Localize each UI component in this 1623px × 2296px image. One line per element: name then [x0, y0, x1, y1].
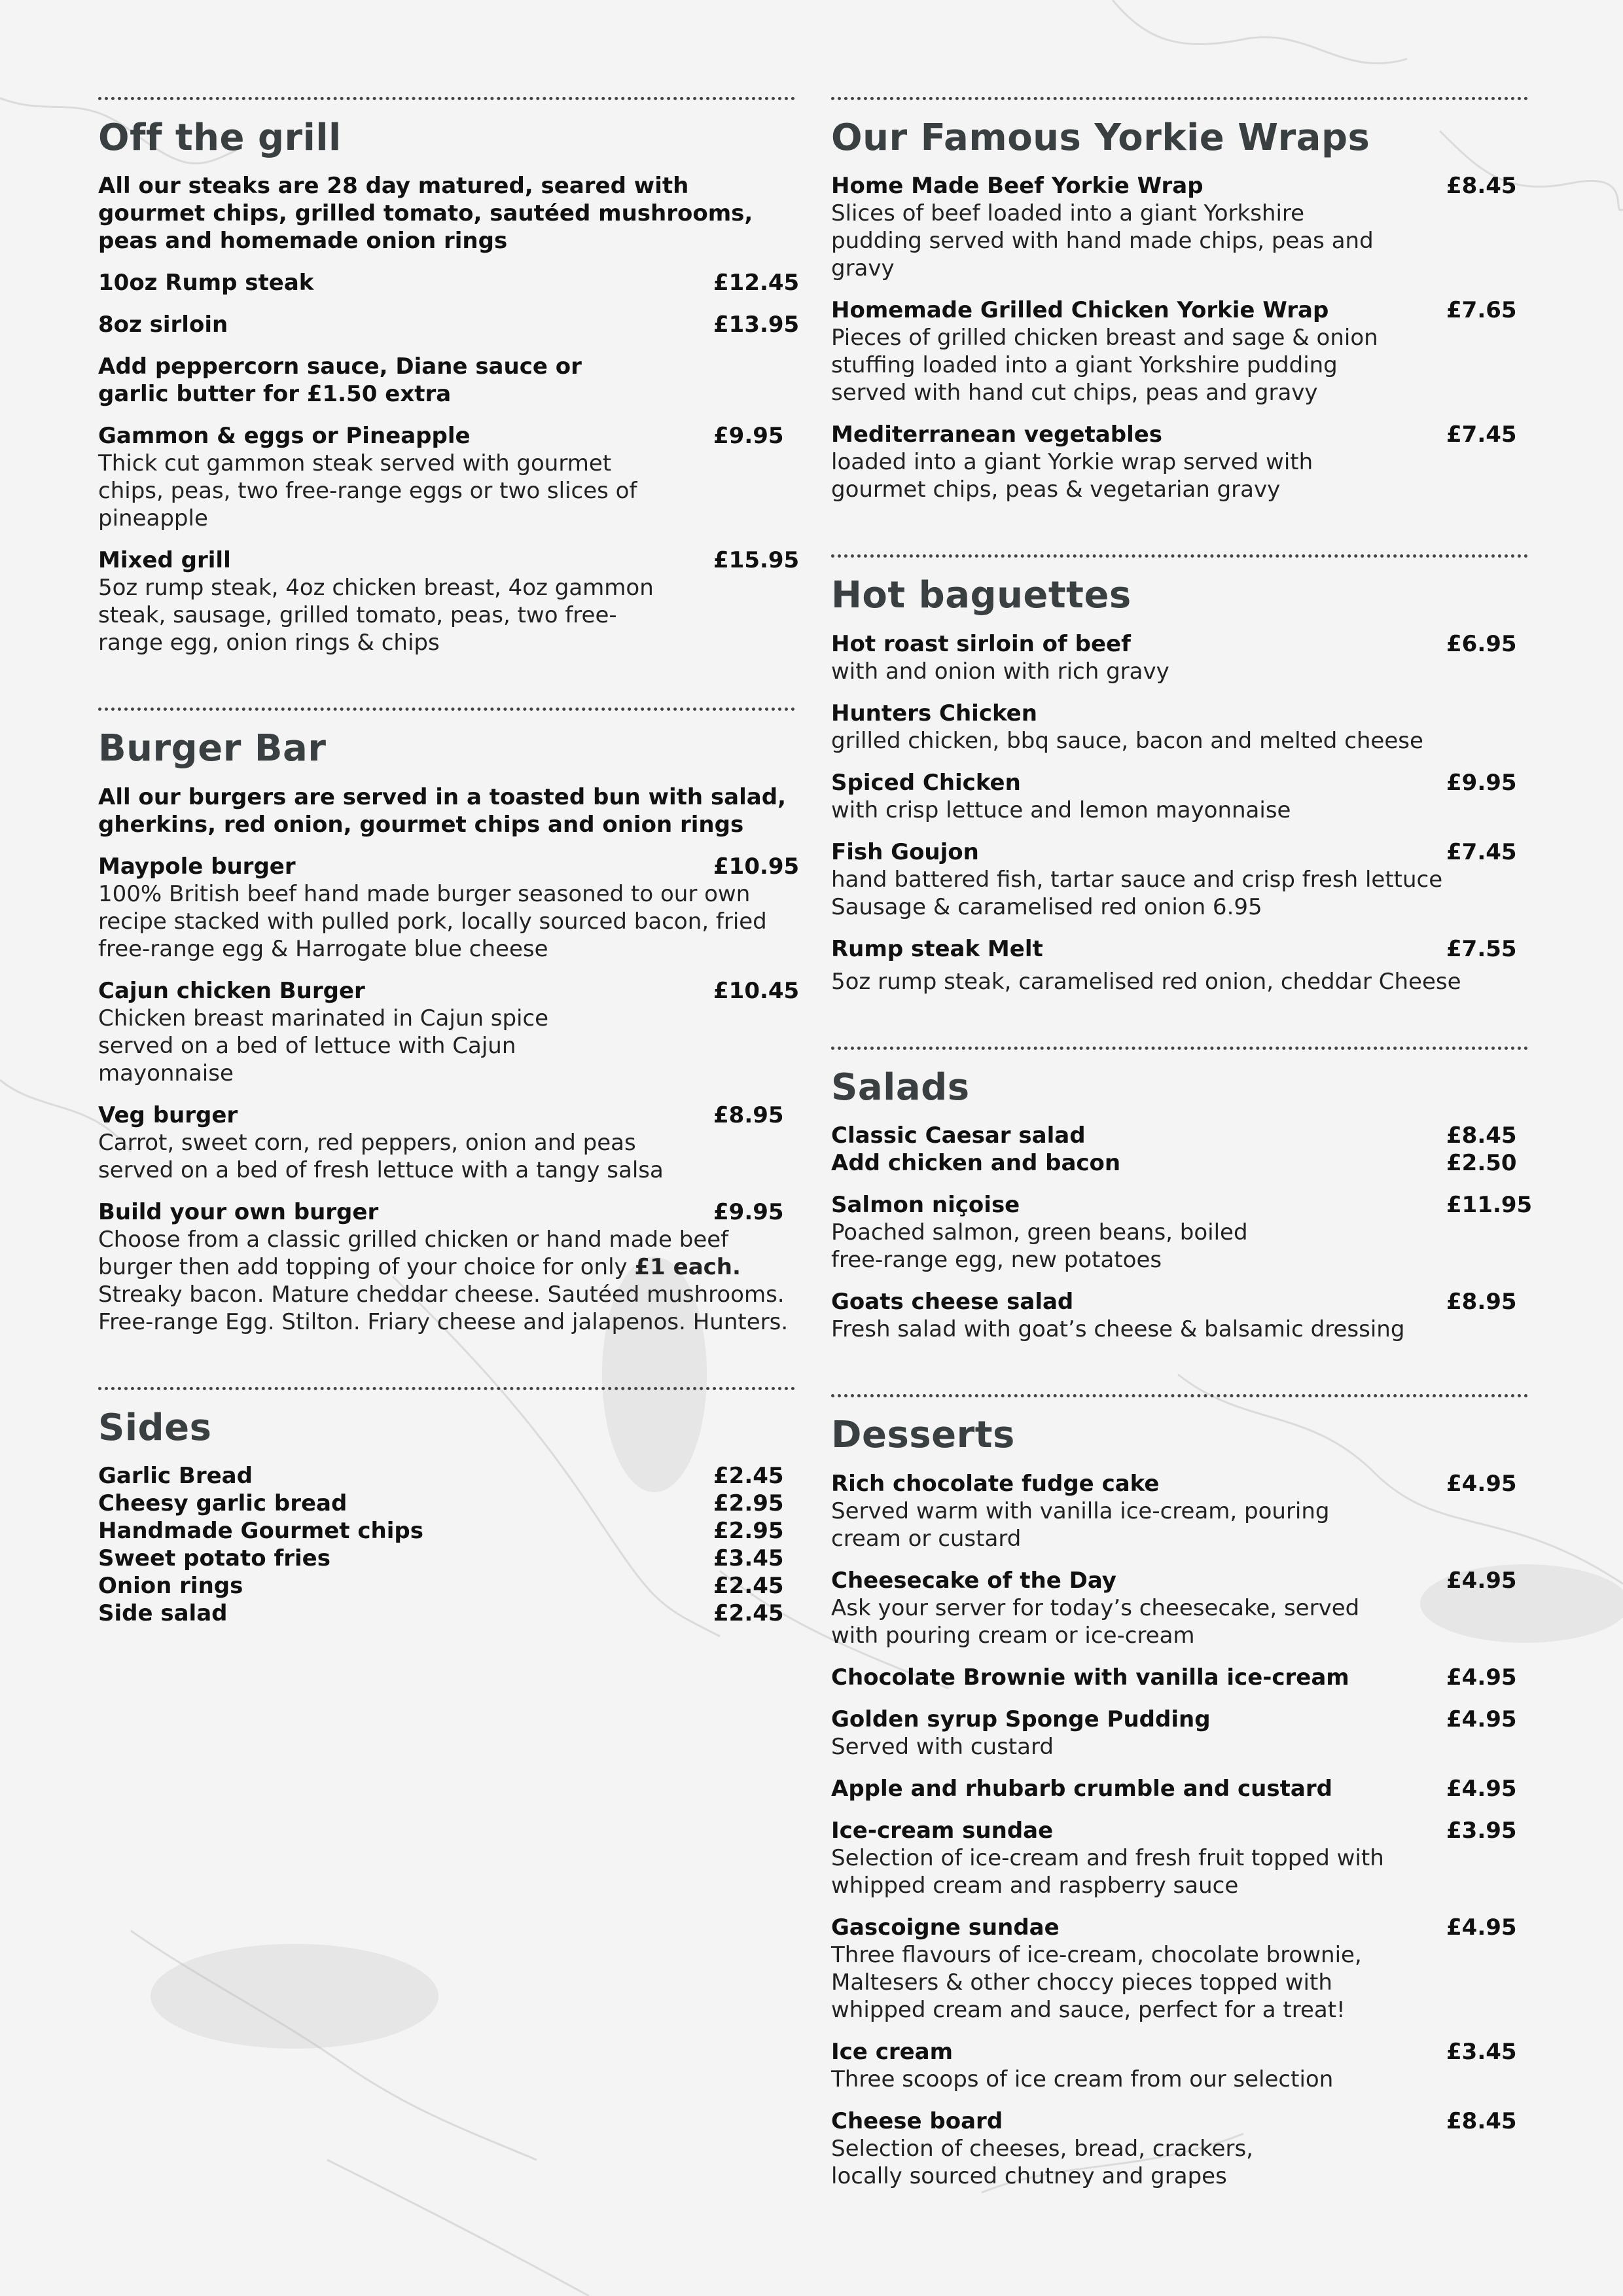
item-price: £2.95 [713, 1518, 784, 1545]
item-name: Mediterranean vegetables [831, 422, 1163, 448]
menu-item [98, 269, 800, 296]
desserts-section [831, 1394, 1528, 2189]
left-column [98, 97, 800, 1678]
item-name: Hunters Chicken [831, 700, 1037, 726]
menu-item [831, 2108, 1528, 2190]
burger-section [98, 708, 800, 1335]
menu-item [831, 1149, 1528, 1177]
item-description: Slices of beef loaded into a giant Yorkshire pudding served with hand made chips, peas and gravy [831, 200, 1374, 282]
item-name: Golden syrup Sponge Pudding [831, 1706, 1211, 1732]
item-price: £7.45 [1446, 838, 1517, 865]
menu-item [831, 1567, 1528, 1649]
item-name: 8oz sirloin [98, 312, 228, 338]
item-price: £2.50 [1446, 1150, 1517, 1177]
item-name: Maypole burger [98, 853, 296, 880]
item-name: Onion rings [98, 1573, 243, 1600]
item-description: Selection of ice-cream and fresh fruit topped with whipped cream and raspberry sauce [831, 1844, 1384, 1899]
item-name: Fish Goujon [831, 838, 979, 865]
item-name: Ice cream [831, 2038, 954, 2065]
section-intro: All our burgers are served in a toasted bun with salad, gherkins, red onion, gourmet chips and onion rings [98, 783, 786, 838]
item-description: Thick cut gammon steak served with gourmet chips, peas, two free-range eggs or two slices of pineapple [98, 450, 637, 532]
item-price: £3.45 [1446, 2038, 1517, 2065]
item-name: 10oz Rump steak [98, 270, 314, 296]
item-description: 5oz rump steak, 4oz chicken breast, 4oz gammon steak, sausage, grilled tomato, peas, two free-range egg, onion rings & chips [98, 575, 654, 656]
menu-item [831, 1817, 1528, 1899]
right-column [831, 97, 1533, 2241]
item-name: Salmon niçoise [831, 1192, 1020, 1219]
item-name: Mixed grill [98, 547, 231, 574]
item-name: Ice-cream sundae [831, 1817, 1054, 1844]
section-divider [98, 97, 795, 100]
menu-item [98, 311, 800, 338]
item-name: Hot roast sirloin of beef [831, 630, 1131, 657]
menu-item [831, 700, 1528, 755]
sides-section [98, 1387, 795, 1627]
menu-item [831, 296, 1528, 406]
section-divider [831, 97, 1528, 100]
item-description: with crisp lettuce and lemon mayonnaise [831, 797, 1291, 823]
menu-item [98, 1102, 795, 1184]
section-title: Burger Bar [98, 727, 327, 770]
item-description: Carrot, sweet corn, red peppers, onion and peas served on a bed of fresh lettuce with a tangy salsa [98, 1129, 664, 1183]
item-description: with and onion with rich gravy [831, 658, 1169, 685]
section-divider [98, 708, 795, 711]
item-description: hand battered fish, tartar sauce and crisp fresh lettuce [831, 866, 1443, 893]
item-price: £8.95 [713, 1102, 784, 1128]
item-name: Sweet potato fries [98, 1545, 330, 1572]
item-description: Three scoops of ice cream from our selection [831, 2066, 1334, 2092]
menu-item [831, 1664, 1528, 1691]
desc-part: Choose from a classic grilled chicken or hand made beef burger then add topping of your choice for only [98, 1226, 729, 1280]
item-name: Spiced Chicken [831, 769, 1021, 796]
item-description: 5oz rump steak, caramelised red onion, cheddar Cheese [831, 968, 1461, 995]
item-name: Cheesecake of the Day [831, 1567, 1116, 1594]
menu-item [831, 838, 1528, 921]
item-name: Cajun chicken Burger [98, 977, 365, 1004]
menu-item [831, 630, 1528, 685]
item-name: Apple and rhubarb crumble and custard [831, 1775, 1332, 1802]
menu-item [98, 1198, 795, 1336]
item-description: 100% British beef hand made burger seasoned to our own recipe stacked with pulled pork, locally sourced bacon, fried free-range egg & Harrogate blue cheese [98, 880, 767, 962]
item-description: grilled chicken, bbq sauce, bacon and melted cheese [831, 727, 1423, 754]
item-description: loaded into a giant Yorkie wrap served with gourmet chips, peas & vegetarian gravy [831, 449, 1313, 503]
item-description: Sausage & caramelised red onion 6.95 [831, 893, 1262, 920]
item-price: £4.95 [1446, 1567, 1517, 1594]
menu-item [831, 1191, 1533, 1274]
menu-item [831, 1122, 1528, 1149]
item-price: £9.95 [713, 423, 784, 450]
item-name: Chocolate Brownie with vanilla ice-cream [831, 1664, 1349, 1691]
menu-item [831, 1914, 1528, 2024]
section-intro: All our steaks are 28 day matured, seared with gourmet chips, grilled tomato, sautéed mushrooms, peas and homemade onion rings [98, 173, 753, 255]
desc-highlight: £1 each. [634, 1253, 741, 1280]
item-description: Selection of cheeses, bread, crackers, locally sourced chutney and grapes [831, 2135, 1253, 2189]
menu-item [98, 1545, 795, 1572]
menu-item [98, 1572, 795, 1600]
item-price: £7.45 [1446, 422, 1517, 448]
desc-part: Streaky bacon. Mature cheddar cheese. Sautéed mushrooms. Free-range Egg. Stilton. Friary cheese and jalapenos. Hunters. [98, 1281, 789, 1335]
item-name: Goats cheese salad [831, 1289, 1074, 1316]
menu-item [831, 1775, 1528, 1803]
menu-item [98, 422, 795, 532]
item-description: Poached salmon, green beans, boiled free-range egg, new potatoes [831, 1219, 1248, 1274]
menu-item [98, 1462, 795, 1490]
item-price: £8.45 [1446, 173, 1517, 200]
item-price: £2.45 [713, 1600, 784, 1627]
item-name: Veg burger [98, 1102, 238, 1128]
section-title: Salads [831, 1066, 970, 1109]
section-title: Off the grill [98, 117, 342, 159]
item-price: £10.45 [713, 977, 800, 1004]
menu-item [98, 977, 800, 1087]
item-price: £7.55 [1446, 935, 1517, 962]
item-description: Pieces of grilled chicken breast and sage & onion stuffing loaded into a giant Yorkshire pudding served with hand cut chips, peas and gravy [831, 325, 1378, 406]
item-price: £4.95 [1446, 1914, 1517, 1941]
menu-item [831, 421, 1528, 503]
grill-section [98, 97, 800, 656]
item-price: £2.45 [713, 1573, 784, 1600]
item-price: £11.95 [1446, 1192, 1533, 1219]
item-price: £6.95 [1446, 630, 1517, 657]
item-name: Build your own burger [98, 1198, 379, 1225]
item-price: £9.95 [1446, 769, 1517, 796]
menu-item [98, 1600, 795, 1627]
item-price: £4.95 [1446, 1470, 1517, 1497]
item-description: Served with custard [831, 1733, 1054, 1760]
item-description: Ask your server for today’s cheesecake, served with pouring cream or ice-cream [831, 1594, 1360, 1649]
item-price: £2.45 [713, 1463, 784, 1490]
item-price: £8.45 [1446, 2108, 1517, 2134]
item-description: Fresh salad with goat’s cheese & balsamic dressing [831, 1316, 1405, 1343]
section-divider [831, 1047, 1528, 1050]
item-name: Classic Caesar salad [831, 1122, 1086, 1149]
menu-note [98, 353, 795, 408]
salads-section [831, 1047, 1533, 1343]
section-title: Our Famous Yorkie Wraps [831, 117, 1370, 159]
menu-item [831, 1706, 1528, 1761]
item-name: Home Made Beef Yorkie Wrap [831, 173, 1204, 200]
item-name: Side salad [98, 1600, 228, 1627]
item-name: Rich chocolate fudge cake [831, 1470, 1160, 1497]
section-divider [831, 1394, 1528, 1397]
section-divider [831, 554, 1528, 558]
item-price: £3.95 [1446, 1817, 1517, 1844]
menu-item [831, 769, 1528, 824]
item-name: Handmade Gourmet chips [98, 1518, 423, 1545]
menu-item [98, 547, 800, 656]
item-price: £12.45 [713, 270, 800, 296]
menu-item [831, 2038, 1528, 2093]
note-text: Add peppercorn sauce, Diane sauce or garlic butter for £1.50 extra [98, 353, 582, 408]
section-divider [98, 1387, 795, 1390]
item-price: £3.45 [713, 1545, 784, 1572]
menu-item [831, 935, 1528, 996]
menu-item [831, 1288, 1528, 1343]
item-name: Gammon & eggs or Pineapple [98, 423, 471, 450]
menu-item [831, 1470, 1528, 1552]
item-price: £7.65 [1446, 297, 1517, 324]
item-price: £4.95 [1446, 1775, 1517, 1802]
item-price: £8.45 [1446, 1122, 1517, 1149]
item-price: £13.95 [713, 312, 800, 338]
yorkie-section [831, 97, 1528, 503]
item-price: £4.95 [1446, 1664, 1517, 1691]
item-price: £4.95 [1446, 1706, 1517, 1732]
item-price: £2.95 [713, 1490, 784, 1517]
menu-item [98, 1490, 795, 1517]
baguettes-section [831, 554, 1528, 995]
section-title: Desserts [831, 1414, 1015, 1457]
item-name: Homemade Grilled Chicken Yorkie Wrap [831, 297, 1329, 324]
section-title: Hot baguettes [831, 574, 1132, 617]
section-title: Sides [98, 1406, 212, 1449]
item-price: £9.95 [713, 1198, 784, 1225]
item-name: Rump steak Melt [831, 935, 1043, 962]
item-name: Cheesy garlic bread [98, 1490, 348, 1517]
item-name: Add chicken and bacon [831, 1150, 1121, 1177]
item-description: Served warm with vanilla ice-cream, pouring cream or custard [831, 1498, 1330, 1552]
menu-item [831, 172, 1528, 282]
item-price: £10.95 [713, 853, 800, 880]
item-price: £8.95 [1446, 1289, 1517, 1316]
item-description [98, 1226, 795, 1336]
item-name: Cheese board [831, 2108, 1003, 2134]
item-name: Gascoigne sundae [831, 1914, 1060, 1941]
item-description: Chicken breast marinated in Cajun spice served on a bed of lettuce with Cajun mayonnaise [98, 1005, 549, 1086]
item-name: Garlic Bread [98, 1463, 253, 1490]
item-price: £15.95 [713, 547, 800, 574]
menu-item [98, 1517, 795, 1545]
item-description: Three flavours of ice-cream, chocolate brownie, Maltesers & other choccy pieces topped with whipped cream and sauce, perfect for a treat! [831, 1941, 1362, 2023]
menu-item [98, 853, 800, 963]
